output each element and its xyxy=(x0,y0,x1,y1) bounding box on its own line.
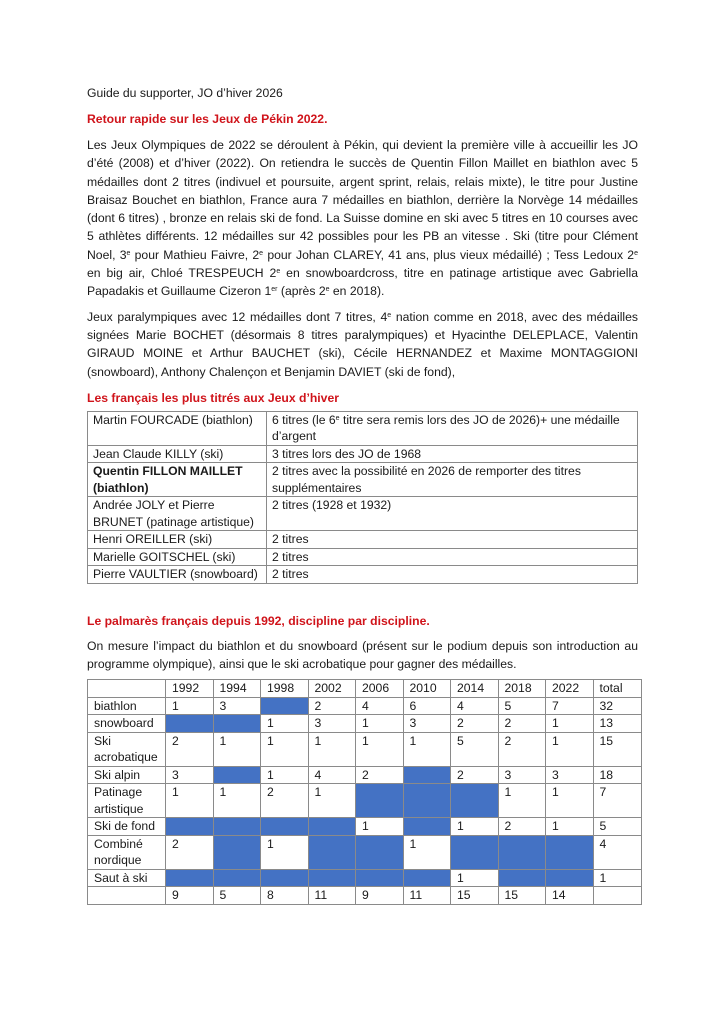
athlete-name-cell: Jean Claude KILLY (ski) xyxy=(88,445,267,463)
text-run: (après 2 xyxy=(277,284,326,299)
discipline-total-cell: 1 xyxy=(593,869,641,887)
titles-text: titre sera remis lors des JO de 2026)+ une médaille d’argent xyxy=(272,412,620,444)
medal-count-cell: 7 xyxy=(546,697,594,715)
medal-count-cell: 1 xyxy=(261,766,309,784)
titles-text: 2 titres xyxy=(272,549,309,564)
titles-cell xyxy=(267,531,638,549)
medal-count-cell: 1 xyxy=(546,715,594,733)
medal-count-cell: 1 xyxy=(451,869,499,887)
medal-count-cell: 3 xyxy=(546,766,594,784)
athlete-row xyxy=(88,531,638,549)
year-total-cell: 14 xyxy=(546,887,594,905)
no-medal-cell xyxy=(498,869,546,887)
discipline-row xyxy=(88,697,642,715)
athlete-name-cell: Pierre VAULTIER (snowboard) xyxy=(88,566,267,584)
medal-count-cell: 2 xyxy=(498,715,546,733)
medal-count-cell: 1 xyxy=(546,784,594,818)
medal-count-cell: 2 xyxy=(166,835,214,869)
medal-count-cell: 3 xyxy=(403,715,451,733)
text-run: pour Mathieu Faivre, 2 xyxy=(130,247,260,262)
medal-count-cell: 2 xyxy=(261,784,309,818)
year-total-cell: 15 xyxy=(498,887,546,905)
medal-count-cell: 5 xyxy=(498,697,546,715)
paragraph-beijing-recap xyxy=(87,136,638,301)
discipline-row xyxy=(88,766,642,784)
section-heading-palmares: Le palmarès français depuis 1992, discipline par discipline. xyxy=(87,613,430,628)
discipline-total-cell: 5 xyxy=(593,818,641,836)
totals-row xyxy=(88,887,642,905)
athlete-row xyxy=(88,497,638,531)
medal-count-cell: 2 xyxy=(356,766,404,784)
discipline-name-cell: Patinage artistique xyxy=(88,784,166,818)
year-total-cell: 9 xyxy=(356,887,404,905)
medal-count-cell: 1 xyxy=(546,732,594,766)
titles-cell xyxy=(267,463,638,497)
no-medal-cell xyxy=(546,835,594,869)
header-year-cell: 2010 xyxy=(403,680,451,698)
medal-count-cell: 4 xyxy=(308,766,356,784)
header-year-cell: 2002 xyxy=(308,680,356,698)
titles-cell xyxy=(267,497,638,531)
medal-count-cell: 3 xyxy=(213,697,261,715)
medal-count-cell: 2 xyxy=(451,715,499,733)
text-run: en big air, Chloé TRESPEUCH 2 xyxy=(87,266,277,281)
document-page xyxy=(87,84,638,905)
superscript: e xyxy=(325,286,330,294)
no-medal-cell xyxy=(261,818,309,836)
medal-count-cell: 4 xyxy=(451,697,499,715)
header-year-cell: 1992 xyxy=(166,680,214,698)
text-run: Jeux paralympiques avec 12 médailles dont 7 titres, 4 xyxy=(87,309,388,324)
header-year-cell: 2022 xyxy=(546,680,594,698)
titles-cell xyxy=(267,566,638,584)
medal-count-cell: 1 xyxy=(356,818,404,836)
no-medal-cell xyxy=(403,784,451,818)
medal-count-cell: 1 xyxy=(308,732,356,766)
year-total-cell: 9 xyxy=(166,887,214,905)
superscript: e xyxy=(387,311,392,319)
no-medal-cell xyxy=(213,715,261,733)
no-medal-cell xyxy=(166,869,214,887)
table-header-row xyxy=(88,680,642,698)
no-medal-cell xyxy=(451,835,499,869)
text-run: nation comme en 2018, avec des médailles signées Marie BOCHET (désormais 8 titres paralympiques) et Hyacinthe DELEPLACE, Valentin GIRAUD MOINE et Arthur BAUCHET (ski), Cécile HERNANDEZ et Maxime MONTAGGIONI (snowboard), Anthony Chalençon et Benjamin DAVIET (ski de fond), xyxy=(87,309,638,379)
medal-count-cell: 2 xyxy=(166,732,214,766)
text-run: Les Jeux Olympiques de 2022 se déroulent à Pékin, qui devient la première ville à accueillir les JO d’été (2008) et d’hiver (2022). On retiendra le succès de Quentin Fillon Maillet en biathlon avec 5 médailles dont 2 titres (indivuel et poursuite, argent sprint, relais, relais mixte), le titre pour Justine Braisaz Bouchet en biathlon, France aura 7 médailles en biathlon, derrière la Norvège 14 médailles (dont 6 titres) , bronze en relais ski de fond. La Suisse domine en ski avec 5 titres en 10 courses avec 5 athlètes différents. 12 médailles sur 42 possibles pour les PB an vitesse . Ski (titre pour Clément Noel, 3 xyxy=(87,138,638,262)
discipline-row xyxy=(88,835,642,869)
discipline-total-cell: 4 xyxy=(593,835,641,869)
year-total-cell: 11 xyxy=(308,887,356,905)
no-medal-cell xyxy=(356,869,404,887)
medal-count-cell: 2 xyxy=(498,732,546,766)
paragraph-palmares-intro: On mesure l’impact du biathlon et du snowboard (présent sur le podium depuis son introduction au programme olympique), ainsi que le ski acrobatique pour gagner des médailles. xyxy=(87,638,638,672)
medal-count-cell: 1 xyxy=(166,697,214,715)
text-run: en 2018). xyxy=(329,284,385,299)
no-medal-cell xyxy=(213,766,261,784)
discipline-total-cell: 15 xyxy=(593,732,641,766)
athlete-row xyxy=(88,445,638,463)
discipline-name-cell: biathlon xyxy=(88,697,166,715)
header-year-cell: total xyxy=(593,680,641,698)
titles-text: 6 titres (le 6 xyxy=(272,412,336,427)
medal-count-cell: 1 xyxy=(403,835,451,869)
grand-total-cell xyxy=(593,887,641,905)
year-total-cell: 8 xyxy=(261,887,309,905)
discipline-total-cell: 13 xyxy=(593,715,641,733)
athlete-row xyxy=(88,548,638,566)
year-total-cell: 5 xyxy=(213,887,261,905)
medal-count-cell: 1 xyxy=(213,784,261,818)
medal-count-cell: 3 xyxy=(166,766,214,784)
no-medal-cell xyxy=(166,818,214,836)
no-medal-cell xyxy=(308,869,356,887)
medal-count-cell: 1 xyxy=(261,715,309,733)
no-medal-cell xyxy=(451,784,499,818)
section-heading-most-titled: Les français les plus titrés aux Jeux d’hiver xyxy=(87,390,339,405)
most-titled-table xyxy=(87,411,638,584)
document-title: Guide du supporter, JO d’hiver 2026 xyxy=(87,86,283,100)
medal-count-cell: 3 xyxy=(308,715,356,733)
no-medal-cell xyxy=(356,784,404,818)
discipline-name-cell: Ski alpin xyxy=(88,766,166,784)
superscript: e xyxy=(335,414,340,422)
text-run: pour Johan CLAREY, 41 ans, plus vieux médaillé) ; Tess Ledoux 2 xyxy=(263,247,635,262)
header-corner-cell xyxy=(88,680,166,698)
medal-count-cell: 3 xyxy=(498,766,546,784)
no-medal-cell xyxy=(213,835,261,869)
header-year-cell: 1998 xyxy=(261,680,309,698)
medal-count-cell: 6 xyxy=(403,697,451,715)
medal-count-cell: 1 xyxy=(451,818,499,836)
titles-cell xyxy=(267,548,638,566)
titles-cell xyxy=(267,411,638,445)
medal-count-cell: 2 xyxy=(451,766,499,784)
titles-text: 3 titres lors des JO de 1968 xyxy=(272,446,422,461)
titles-text: 2 titres xyxy=(272,567,309,582)
discipline-row xyxy=(88,715,642,733)
section-heading-beijing-2022: Retour rapide sur les Jeux de Pékin 2022. xyxy=(87,112,328,126)
no-medal-cell xyxy=(546,869,594,887)
discipline-name-cell: Ski acrobatique xyxy=(88,732,166,766)
medal-count-cell: 1 xyxy=(498,784,546,818)
no-medal-cell xyxy=(403,869,451,887)
athlete-name-cell: Henri OREILLER (ski) xyxy=(88,531,267,549)
no-medal-cell xyxy=(498,835,546,869)
discipline-name-cell: Ski de fond xyxy=(88,818,166,836)
medal-count-cell: 1 xyxy=(356,732,404,766)
discipline-row xyxy=(88,818,642,836)
text-run: en snowboardcross, titre en patinage artistique avec Gabriella Papadakis et Guillaume Cizeron 1 xyxy=(87,266,638,299)
superscript: e xyxy=(634,249,638,257)
header-year-cell: 2018 xyxy=(498,680,546,698)
no-medal-cell xyxy=(261,697,309,715)
totals-label-cell xyxy=(88,887,166,905)
medal-count-cell: 1 xyxy=(261,835,309,869)
year-total-cell: 15 xyxy=(451,887,499,905)
superscript: e xyxy=(259,249,264,257)
medal-count-cell: 2 xyxy=(308,697,356,715)
discipline-total-cell: 32 xyxy=(593,697,641,715)
discipline-total-cell: 18 xyxy=(593,766,641,784)
athlete-name-cell: Andrée JOLY et Pierre BRUNET (patinage artistique) xyxy=(88,497,267,531)
no-medal-cell xyxy=(308,818,356,836)
medals-by-discipline-table xyxy=(87,679,642,905)
superscript: e xyxy=(276,268,281,276)
superscript: e xyxy=(126,249,131,257)
discipline-name-cell: Combiné nordique xyxy=(88,835,166,869)
discipline-name-cell: snowboard xyxy=(88,715,166,733)
athlete-row xyxy=(88,566,638,584)
athlete-row xyxy=(88,411,638,445)
discipline-total-cell: 7 xyxy=(593,784,641,818)
medal-count-cell: 2 xyxy=(498,818,546,836)
medal-count-cell: 1 xyxy=(213,732,261,766)
no-medal-cell xyxy=(213,818,261,836)
discipline-name-cell: Saut à ski xyxy=(88,869,166,887)
titles-text: 2 titres avec la possibilité en 2026 de remporter des titres supplémentaires xyxy=(272,464,581,495)
no-medal-cell xyxy=(213,869,261,887)
header-year-cell: 2014 xyxy=(451,680,499,698)
no-medal-cell xyxy=(356,835,404,869)
paragraph-paralympics xyxy=(87,308,638,381)
no-medal-cell xyxy=(166,715,214,733)
medal-count-cell: 1 xyxy=(356,715,404,733)
no-medal-cell xyxy=(403,766,451,784)
discipline-row xyxy=(88,784,642,818)
year-total-cell: 11 xyxy=(403,887,451,905)
titles-text: 2 titres xyxy=(272,532,309,547)
superscript: er xyxy=(271,286,278,294)
medal-count-cell: 1 xyxy=(403,732,451,766)
no-medal-cell xyxy=(261,869,309,887)
medal-count-cell: 1 xyxy=(166,784,214,818)
no-medal-cell xyxy=(403,818,451,836)
header-year-cell: 2006 xyxy=(356,680,404,698)
discipline-row xyxy=(88,869,642,887)
discipline-row xyxy=(88,732,642,766)
no-medal-cell xyxy=(308,835,356,869)
medal-count-cell: 1 xyxy=(546,818,594,836)
titles-cell xyxy=(267,445,638,463)
athlete-name-cell: Marielle GOITSCHEL (ski) xyxy=(88,548,267,566)
athlete-name-cell: Quentin FILLON MAILLET (biathlon) xyxy=(88,463,267,497)
header-year-cell: 1994 xyxy=(213,680,261,698)
athlete-row xyxy=(88,463,638,497)
medal-count-cell: 1 xyxy=(261,732,309,766)
medal-count-cell: 1 xyxy=(308,784,356,818)
titles-text: 2 titres (1928 et 1932) xyxy=(272,498,392,513)
athlete-name-cell: Martin FOURCADE (biathlon) xyxy=(88,411,267,445)
medal-count-cell: 5 xyxy=(451,732,499,766)
medal-count-cell: 4 xyxy=(356,697,404,715)
